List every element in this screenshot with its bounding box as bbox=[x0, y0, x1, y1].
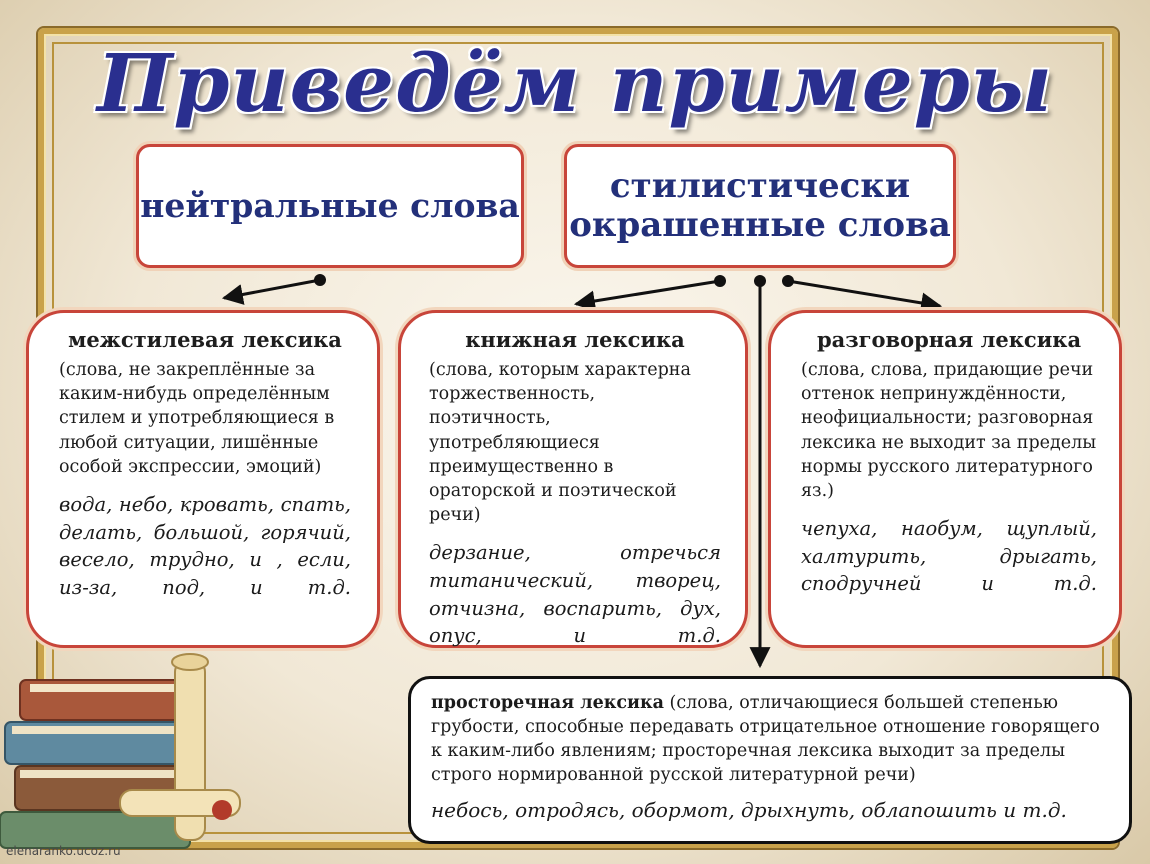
neutral-words-label: нейтральные слова bbox=[140, 186, 520, 226]
card-description: (слова, не закреплённые за каким-нибудь определённым стилем и употребляющиеся в любой ситуации, лишённые особой экспрессии, эмоций) bbox=[59, 360, 335, 477]
stylistic-words-label: стилистически окрашенные слова bbox=[569, 165, 951, 245]
card-examples: чепуха, наобум, щуплый, халтурить, дрыгать, сподручней и т.д. bbox=[801, 517, 1097, 596]
bookish-vocabulary-card bbox=[398, 310, 748, 648]
card-examples: дерзание, отречься титанический, творец, отчизна, воспарить, дух, опус, и т.д. bbox=[429, 541, 721, 648]
card-examples: небось, отродясь, обормот, дрыхнуть, облапошить и т.д. bbox=[431, 797, 1067, 822]
colloquial-vocabulary-card bbox=[768, 310, 1122, 648]
vernacular-vocabulary-card bbox=[408, 676, 1132, 844]
books-scroll-illustration bbox=[0, 640, 300, 850]
card-heading: книжная лексика bbox=[465, 327, 685, 352]
card-heading: разговорная лексика bbox=[816, 327, 1082, 352]
stylistic-words-box bbox=[564, 144, 956, 268]
card-description-block bbox=[431, 691, 1111, 788]
watermark: elenaranko.ucoz.ru bbox=[6, 844, 121, 858]
card-description: (слова, которым характерна торжественность, поэтичность, употребляющиеся преимущественно в ораторской и поэтической речи) bbox=[429, 360, 691, 526]
card-examples: вода, небо, кровать, спать, делать, большой, горячий, весело, трудно, и , если, из-за, под, и т.д. bbox=[59, 492, 351, 599]
page-title: Приведём примеры bbox=[96, 36, 1054, 130]
card-heading: межстилевая лексика bbox=[68, 327, 342, 352]
card-description: (слова, отличающиеся большей степенью грубости, способные передавать отрицательное отношение говорящего к каким-либо явлениям; просторечная лексика выходит за пределы строго нормированной русской литературной речи) bbox=[431, 693, 1100, 786]
interstyle-vocabulary-card bbox=[26, 310, 380, 648]
card-description: (слова, слова, придающие речи оттенок непринуждённости, неофициальности; разговорная лексика не выходит за пределы нормы русского литературного яз.) bbox=[801, 360, 1097, 501]
card-heading: просторечная лексика bbox=[431, 693, 664, 713]
neutral-words-box bbox=[136, 144, 524, 268]
